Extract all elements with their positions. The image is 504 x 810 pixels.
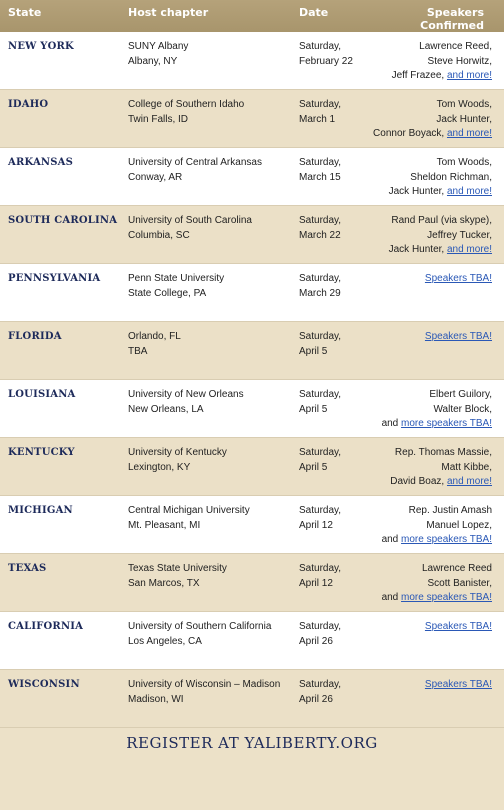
table-row (0, 206, 504, 264)
date-weekday: Saturday, (299, 679, 342, 690)
table-row (0, 264, 504, 322)
speaker-line: Steve Horwitz, (427, 55, 492, 67)
date-day: April 12 (299, 577, 333, 589)
speakers-cell (367, 446, 504, 495)
state-cell: NEW YORK (8, 41, 74, 52)
speaker-line: Lawrence Reed, (419, 41, 492, 52)
speakers-tba-link[interactable]: Speakers TBA! (424, 331, 492, 342)
date-day: March 1 (299, 113, 336, 125)
date-weekday: Saturday, (299, 215, 342, 226)
speaker-line: Scott Banister, (427, 577, 492, 589)
state-cell: KENTUCKY (8, 447, 75, 458)
speaker-line: Rep. Justin Amash (408, 505, 492, 516)
date-day: April 5 (299, 345, 328, 357)
speaker-line: and more speakers TBA! (381, 418, 492, 429)
state-cell: MICHIGAN (8, 505, 73, 516)
host-name: University of Wisconsin – Madison (128, 679, 281, 690)
table-row (0, 148, 504, 206)
host-location: Conway, AR (128, 171, 183, 183)
table-row (0, 438, 504, 496)
date-cell (291, 388, 367, 437)
host-cell (120, 40, 291, 89)
column-header-host: Host chapter (128, 6, 209, 19)
speakers-cell (367, 562, 504, 611)
date-cell (291, 620, 367, 669)
host-name: Orlando, FL (128, 331, 181, 342)
host-cell (120, 330, 291, 379)
speakers-tba-link[interactable]: Speakers TBA! (424, 273, 492, 284)
speaker-line: Tom Woods, (436, 99, 492, 110)
host-name: Penn State University (128, 273, 225, 284)
host-location: Madison, WI (128, 693, 184, 705)
speaker-line: Jeff Frazee, and more! (391, 70, 492, 81)
host-name: University of New Orleans (128, 389, 244, 400)
date-day: April 5 (299, 461, 328, 473)
date-day: April 5 (299, 403, 328, 415)
speaker-line: Tom Woods, (436, 157, 492, 168)
date-cell (291, 156, 367, 205)
column-header-speakers: Speakers Confirmed (420, 6, 484, 32)
speaker-line: Jack Hunter, (436, 113, 492, 125)
date-cell (291, 98, 367, 147)
date-weekday: Saturday, (299, 273, 342, 284)
speakers-cell (367, 156, 504, 205)
date-cell (291, 678, 367, 727)
speaker-line: Matt Kibbe, (441, 461, 492, 473)
date-weekday: Saturday, (299, 99, 342, 110)
state-cell: PENNSYLVANIA (8, 273, 101, 284)
host-cell (120, 98, 291, 147)
host-cell (120, 620, 291, 669)
register-footer: REGISTER AT YALIBERTY.ORG (126, 734, 378, 752)
speakers-cell (367, 388, 504, 437)
speaker-line: Sheldon Richman, (410, 171, 492, 183)
host-location: TBA (128, 345, 148, 357)
host-location: State College, PA (128, 287, 207, 299)
state-cell: CALIFORNIA (8, 621, 84, 632)
host-cell (120, 272, 291, 321)
date-cell (291, 446, 367, 495)
speakers-cell (367, 620, 504, 669)
date-weekday: Saturday, (299, 41, 342, 52)
host-name: University of South Carolina (128, 215, 252, 226)
state-cell: FLORIDA (8, 331, 62, 342)
state-cell: WISCONSIN (8, 679, 80, 690)
state-cell: IDAHO (8, 99, 49, 110)
more-speakers-link[interactable]: and more! (446, 476, 492, 487)
date-day: April 26 (299, 693, 333, 705)
speakers-cell (367, 40, 504, 89)
state-cell: LOUISIANA (8, 389, 76, 400)
host-name: Texas State University (128, 563, 227, 574)
host-cell (120, 678, 291, 727)
speaker-line: Rep. Thomas Massie, (394, 447, 492, 458)
host-location: Mt. Pleasant, MI (128, 519, 201, 531)
speaker-line: and more speakers TBA! (381, 534, 492, 545)
date-day: April 26 (299, 635, 333, 647)
host-location: San Marcos, TX (128, 577, 200, 589)
speaker-line: Walter Block, (433, 403, 492, 415)
date-weekday: Saturday, (299, 563, 342, 574)
date-weekday: Saturday, (299, 331, 342, 342)
more-speakers-link[interactable]: and more! (446, 70, 492, 81)
host-location: Los Angeles, CA (128, 635, 202, 647)
date-weekday: Saturday, (299, 505, 342, 516)
table-row (0, 670, 504, 728)
host-location: New Orleans, LA (128, 403, 204, 415)
more-speakers-link[interactable]: more speakers TBA! (401, 418, 492, 429)
date-cell (291, 330, 367, 379)
host-name: University of Central Arkansas (128, 157, 262, 168)
speakers-cell (367, 504, 504, 553)
date-weekday: Saturday, (299, 621, 342, 632)
speakers-cell (367, 678, 504, 727)
host-name: SUNY Albany (128, 41, 189, 52)
speaker-line: Lawrence Reed (421, 563, 492, 574)
table-row (0, 32, 504, 90)
host-location: Albany, NY (128, 55, 178, 67)
speakers-tba-link[interactable]: Speakers TBA! (424, 679, 492, 690)
date-cell (291, 214, 367, 263)
host-cell (120, 214, 291, 263)
table-row (0, 322, 504, 380)
host-cell (120, 156, 291, 205)
speaker-line: Jeffrey Tucker, (427, 229, 492, 241)
date-weekday: Saturday, (299, 389, 342, 400)
date-day: March 29 (299, 287, 341, 299)
host-name: College of Southern Idaho (128, 99, 245, 110)
state-cell: ARKANSAS (8, 157, 74, 168)
speaker-line: Jack Hunter, and more! (388, 244, 492, 255)
speaker-line: Jack Hunter, and more! (388, 186, 492, 197)
date-cell (291, 562, 367, 611)
table-row (0, 380, 504, 438)
table-row (0, 90, 504, 148)
speaker-line: Rand Paul (via skype), (391, 215, 492, 226)
speakers-cell (367, 214, 504, 263)
speakers-tba-link[interactable]: Speakers TBA! (424, 621, 492, 632)
host-name: Central Michigan University (128, 505, 250, 516)
host-cell (120, 446, 291, 495)
column-header-state: State (8, 6, 42, 19)
speakers-cell (367, 272, 504, 321)
speaker-line (367, 620, 492, 635)
host-location: Lexington, KY (128, 461, 191, 473)
column-header-date: Date (299, 6, 329, 19)
date-day: March 15 (299, 171, 341, 183)
speakers-cell (367, 98, 504, 147)
date-day: March 22 (299, 229, 341, 241)
more-speakers-link[interactable]: more speakers TBA! (401, 592, 492, 603)
date-weekday: Saturday, (299, 447, 342, 458)
state-cell: SOUTH CAROLINA (8, 215, 118, 226)
more-speakers-link[interactable]: and more! (446, 186, 492, 197)
date-cell (291, 272, 367, 321)
speaker-line: David Boaz, and more! (390, 476, 492, 487)
speaker-line (367, 678, 492, 693)
host-name: University of Kentucky (128, 447, 227, 458)
host-cell (120, 562, 291, 611)
table-header (0, 0, 504, 32)
date-cell (291, 504, 367, 553)
speaker-line (367, 272, 492, 287)
speaker-line: Manuel Lopez, (426, 519, 492, 531)
speaker-line: Elbert Guilory, (429, 389, 492, 400)
more-speakers-link[interactable]: more speakers TBA! (401, 534, 492, 545)
date-cell (291, 40, 367, 89)
host-name: University of Southern California (128, 621, 272, 632)
speaker-line: and more speakers TBA! (381, 592, 492, 603)
host-location: Columbia, SC (128, 229, 190, 241)
speaker-line (367, 330, 492, 345)
speaker-line: Connor Boyack, and more! (373, 128, 492, 139)
host-cell (120, 504, 291, 553)
more-speakers-link[interactable]: and more! (446, 244, 492, 255)
host-cell (120, 388, 291, 437)
date-day: February 22 (299, 55, 353, 67)
more-speakers-link[interactable]: and more! (446, 128, 492, 139)
state-cell: TEXAS (8, 563, 47, 574)
table-row (0, 612, 504, 670)
date-weekday: Saturday, (299, 157, 342, 168)
host-location: Twin Falls, ID (128, 113, 189, 125)
date-day: April 12 (299, 519, 333, 531)
table-row (0, 496, 504, 554)
speakers-cell (367, 330, 504, 379)
table-row (0, 554, 504, 612)
